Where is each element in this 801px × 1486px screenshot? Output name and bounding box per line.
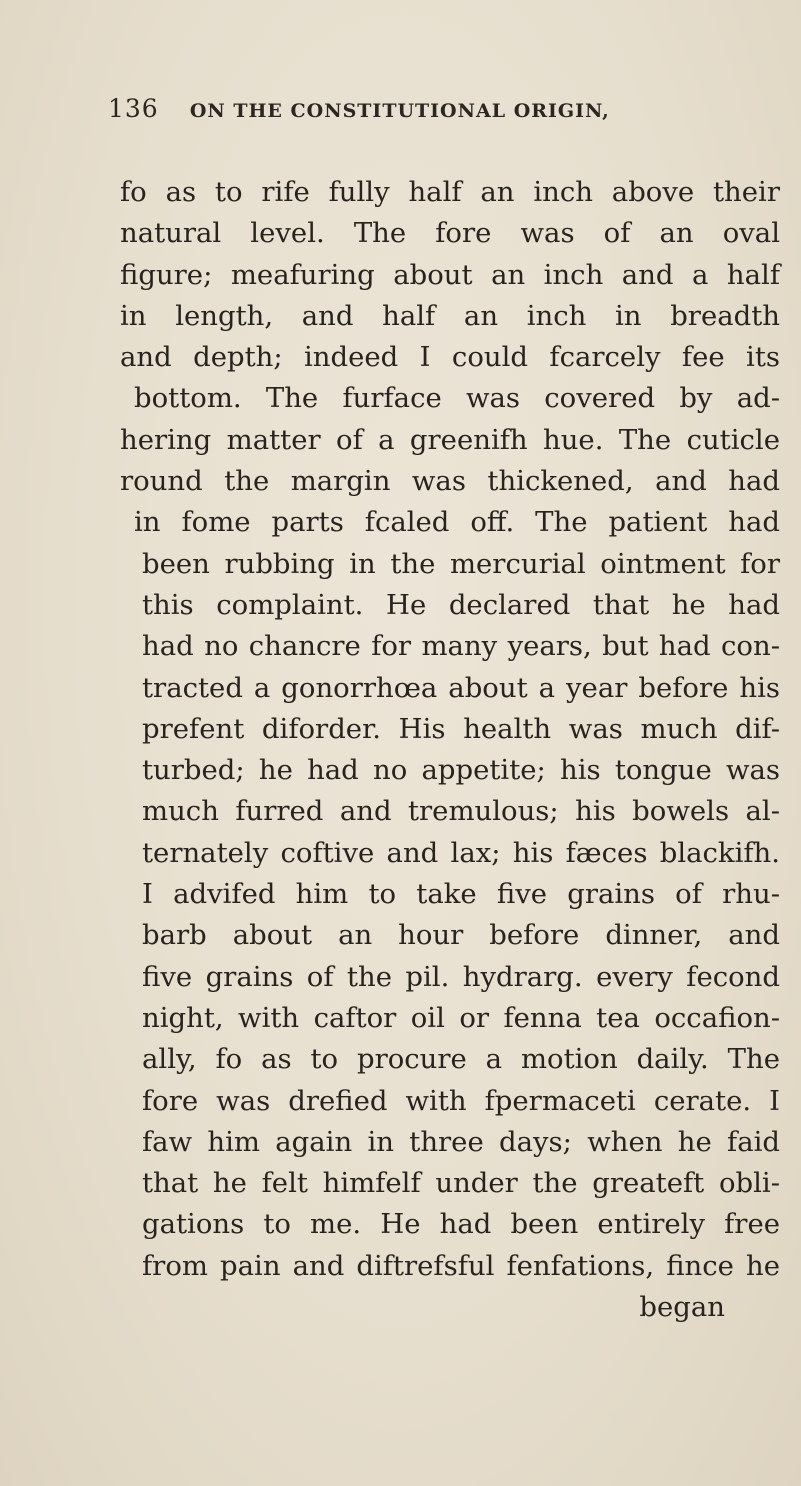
running-head: ON THE CONSTITUTIONAL ORIGIN, [189, 100, 610, 122]
text-line: bottom. The furface was covered by ad- [134, 382, 780, 415]
page-header [108, 94, 748, 134]
text-line: night, with caftor oil or fenna tea occafion- [142, 1001, 780, 1034]
text-line: fore was drefied with fpermaceti cerate. I [142, 1084, 780, 1117]
text-line: round the margin was thickened, and had [120, 465, 780, 498]
text-line: figure; meafuring about an inch and a half [120, 258, 780, 291]
text-line: turbed; he had no appetite; his tongue was [142, 754, 780, 787]
text-line: that he felt himfelf under the greateft obli- [142, 1167, 780, 1200]
text-line: been rubbing in the mercurial ointment for [142, 547, 780, 580]
text-line: from pain and diftrefsful fenfations, fince he [142, 1249, 780, 1282]
text-line: gations to me. He had been entirely free [142, 1208, 780, 1241]
text-line: much furred and tremulous; his bowels al- [142, 795, 780, 828]
text-line: and depth; indeed I could fcarcely fee its [120, 341, 780, 374]
text-line: faw him again in three days; when he faid [142, 1125, 780, 1158]
page-number: 136 [108, 94, 159, 123]
text-line: five grains of the pil. hydrarg. every fecond [142, 960, 780, 993]
text-line: this complaint. He declared that he had [142, 588, 780, 621]
text-line: ternately coftive and lax; his fæces blackifh. [142, 836, 780, 869]
text-line: prefent diforder. His health was much dif- [142, 712, 780, 745]
text-line: fo as to rife fully half an inch above their [120, 176, 780, 208]
catchword: began [639, 1291, 725, 1324]
text-line: ally, fo as to procure a motion daily. The [142, 1043, 780, 1076]
text-line: tracted a gonorrhœa about a year before his [142, 671, 780, 704]
text-line: I advifed him to take five grains of rhu- [142, 878, 780, 911]
text-line: hering matter of a greenifh hue. The cuticle [120, 423, 780, 456]
text-line: in fome parts fcaled off. The patient had [134, 506, 780, 539]
text-line: had no chancre for many years, but had con- [142, 630, 780, 663]
text-line: in length, and half an inch in breadth [120, 299, 780, 332]
text-line: natural level. The fore was of an oval [120, 217, 780, 250]
text-line: barb about an hour before dinner, and [142, 919, 780, 952]
body-text [120, 172, 780, 1328]
